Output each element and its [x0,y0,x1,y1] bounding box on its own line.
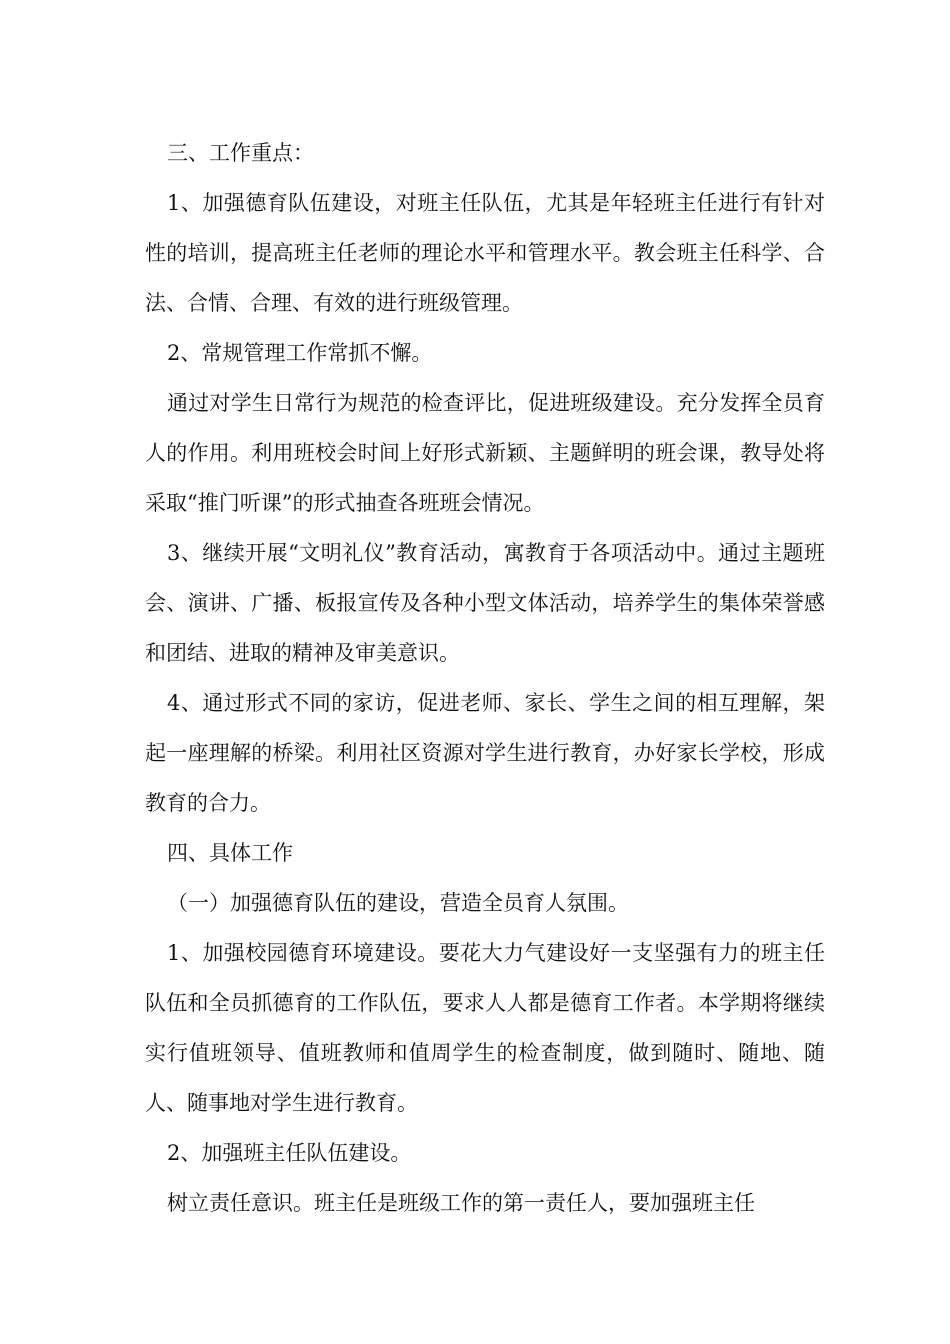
paragraph-responsibility: 树立责任意识。班主任是班级工作的第一责任人，要加强班主任 [167,1191,755,1215]
paragraph-item-1: 1、加强德育队伍建设，对班主任队伍，尤其是年轻班主任进行有针对性的培训，提高班主任老师的理论水平和管理水平。教会班主任科学、合法、合情、合理、有效的进行班级管理。 [145,191,825,315]
paragraph-campus-environment: 1、加强校园德育环境建设。要花大力气建设好一支坚强有力的班主任队伍和全员抓德育的工作队伍，要求人人都是德育工作者。本学期将继续实行值班领导、值班教师和值周学生的检查制度，做到随时、随地、随人、随事地对学生进行教育。 [145,941,825,1115]
paragraph-head-teacher-title: 2、加强班主任队伍建设。 [167,1141,412,1165]
section-heading-work-focus: 三、工作重点： [167,141,314,165]
paragraph-item-2-title: 2、常规管理工作常抓不懈。 [167,341,433,365]
document-page [145,128,825,1228]
paragraph-routine-management: 通过对学生日常行为规范的检查评比，促进班级建设。充分发挥全员育人的作用。利用班校会时间上好形式新颖、主题鲜明的班会课，教导处将采取“推门听课”的形式抽查各班班会情况。 [145,391,825,515]
paragraph-item-3: 3、继续开展“文明礼仪”教育活动，寓教育于各项活动中。通过主题班会、演讲、广播、板报宣传及各种小型文体活动，培养学生的集体荣誉感和团结、进取的精神及审美意识。 [145,541,825,665]
section-heading-specific-work: 四、具体工作 [167,841,293,865]
paragraph-item-4: 4、通过形式不同的家访，促进老师、家长、学生之间的相互理解，架起一座理解的桥梁。利用社区资源对学生进行教育，办好家长学校，形成教育的合力。 [145,691,825,815]
subsection-heading-team-building: （一）加强德育队伍的建设，营造全员育人氛围。 [167,891,629,915]
